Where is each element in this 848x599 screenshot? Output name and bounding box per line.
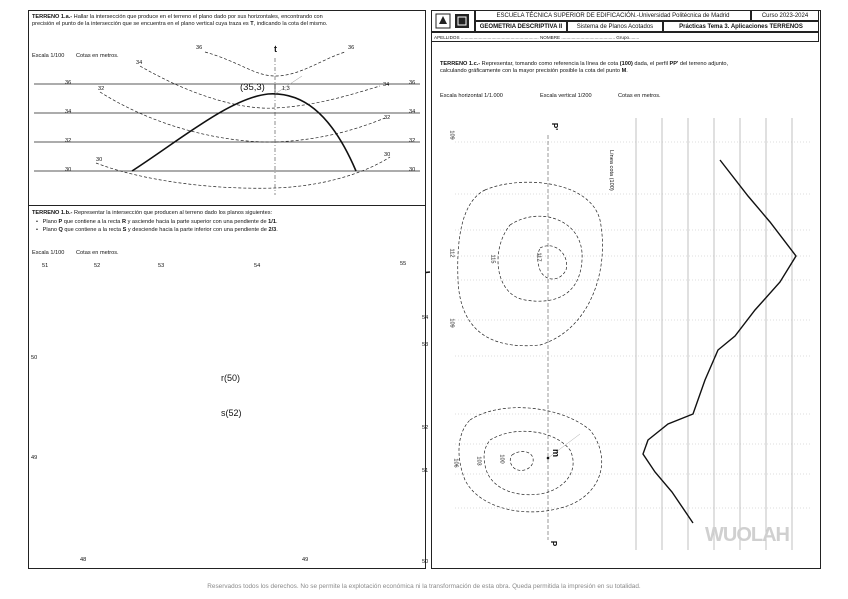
label-top-36-left: 36 (196, 45, 203, 51)
level-label-left-34: 34 (65, 109, 72, 115)
label-contour-30: 30 (96, 157, 103, 163)
copyright-footer: Reservados todos los derechos. No se permite la explotación económica ni la transformación de esta obra. Queda permitida la impresión en su totalidad. (207, 583, 641, 590)
label-1b-right-52: 52 (422, 425, 429, 431)
label-1b-bottom-49: 49 (302, 557, 309, 563)
label-p-prime: P' (550, 122, 560, 131)
exercise-1b-bullet-1: • Plano P que contiene a la recta R y asciende hacia la parte superior con una pendiente de 1/1. (36, 219, 278, 225)
exercise-1b-bullet-2: • Plano Q que contiene a la recta S y desciende hacia la parte inferior con una pendiente de 2/3. (36, 227, 278, 233)
level-label-right-32: 32 (409, 138, 416, 144)
wuolah-watermark: WUOLAH (705, 524, 789, 546)
exercise-1b-statement: TERRENO 1.b.- Representar la intersección que producen al terreno dado los planos siguientes: (32, 210, 273, 216)
level-label-left-36: 36 (65, 80, 72, 86)
exercise-1a-scale: Escala 1/100 (32, 53, 65, 59)
exercise-1a-statement: TERRENO 1.a.- Hallar la intersección que produce en el terreno el plano dado por sus horizontales, encontrando con precisión el punto de la intersección que se encuentra en el plano vertical cuya traza es T, indicando la cota del mismo. (32, 14, 328, 27)
dimension-label: 1,3 (282, 86, 290, 92)
label-top-36-right: 36 (348, 45, 355, 51)
contour-100 (510, 451, 533, 470)
label-right-contour-32: 32 (384, 115, 391, 121)
label-1b-top-51: 51 (42, 263, 49, 269)
header-subject: GEOMETRIA DESCRIPTIVA II (475, 21, 567, 32)
label-t: t (274, 44, 277, 54)
label-r50: r(50) (221, 373, 241, 383)
label-1b-right-50: 50 (422, 559, 429, 565)
label-1b-right-54: 54 (422, 315, 429, 321)
point-cota-label: (35,3) (240, 82, 265, 93)
label-reference-line: Línea cota (100) (608, 150, 614, 191)
label-contour-103: 103 (475, 456, 482, 466)
label-m: m (551, 448, 562, 458)
label-1b-right-53: 53 (422, 342, 429, 348)
contour-109-upper (458, 182, 603, 346)
header-practice: Prácticas Tema 3. Aplicaciones TERRENOS (663, 21, 819, 32)
label-1b-left-50: 50 (31, 355, 38, 361)
level-label-right-34: 34 (409, 109, 416, 115)
label-1b-top-54: 54 (254, 263, 261, 269)
label-1b-top-55: 55 (400, 261, 407, 267)
label-1b-top-53: 53 (158, 263, 165, 269)
exercise-1c-units: Cotas en metros. (618, 93, 661, 99)
label-right-contour-34: 34 (383, 82, 390, 88)
label-1b-top-52: 52 (94, 263, 101, 269)
contour-103 (484, 431, 573, 494)
label-contour-100: 100 (498, 454, 505, 464)
level-label-right-30: 30 (409, 167, 416, 173)
label-1b-right-51: 51 (422, 468, 429, 474)
label-contour-34: 34 (136, 60, 143, 66)
exercise-1a-units: Cotas en metros. (76, 53, 119, 59)
apellidos-field[interactable]: APELLIDOS ............................................................. (434, 34, 539, 40)
level-label-left-30: 30 (65, 167, 72, 173)
exercise-1b-units: Cotas en metros. (76, 250, 119, 256)
label-s52: s(52) (221, 408, 242, 418)
nombre-field[interactable]: NOMBRE .......................................... (539, 34, 615, 40)
label-contour-32: 32 (98, 86, 105, 92)
point-m (547, 457, 550, 460)
contour-117 (538, 246, 567, 279)
grupo-field[interactable]: Grupo........ (616, 34, 640, 40)
level-label-left-32: 32 (65, 138, 72, 144)
header-course: Curso 2023-2024 (751, 10, 819, 21)
label-contour-106: 106 (452, 458, 459, 468)
exercise-1c-statement: TERRENO 1.c.- Representar, tomando como referencia la línea de cota (100) dada, el perfil PP' del terreno adjunto, calculando gráficamente con la mayor precisión posible la cota del punto M. (440, 61, 729, 74)
label-contour-112: 112 (448, 248, 455, 258)
label-contour-117: 117 (535, 252, 542, 262)
exercise-1b-scale: Escala 1/100 (32, 250, 65, 256)
label-contour-115: 115 (489, 254, 496, 264)
label-contour-109-mid: 109 (448, 318, 455, 328)
header-school: ESCUELA TÉCNICA SUPERIOR DE EDIFICACIÓN.-Universidad Politécnica de Madrid (475, 10, 751, 21)
terrain-profile (643, 160, 796, 523)
exercise-1c-scale-h: Escala horizontal 1/1.000 (440, 93, 503, 99)
label-1b-left-49: 49 (31, 455, 38, 461)
header-topic: Sistema de Planos Acotados (567, 21, 663, 32)
exercise-1c-scale-v: Escala vertical 1/200 (540, 93, 592, 99)
label-contour-109-top: 109 (448, 130, 455, 140)
level-label-right-36: 36 (409, 80, 416, 86)
label-right-contour-30: 30 (384, 152, 391, 158)
label-p: P (549, 540, 559, 547)
label-1b-bottom-48: 48 (80, 557, 87, 563)
